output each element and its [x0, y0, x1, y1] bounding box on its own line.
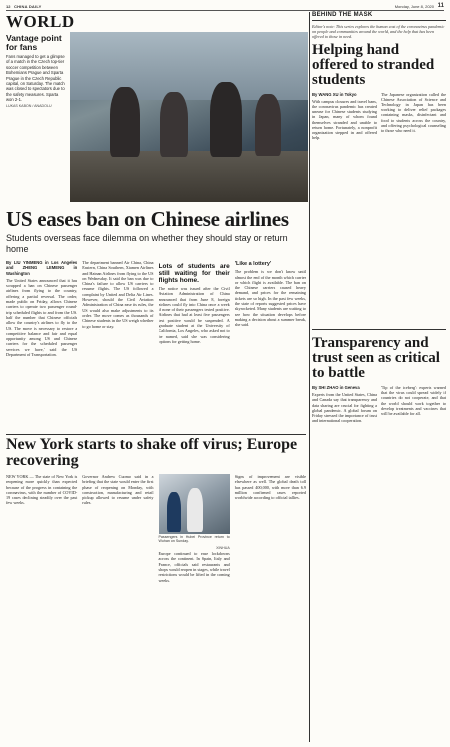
right-article	[312, 92, 446, 141]
mid-right-col-2	[381, 385, 446, 423]
photo-figure	[160, 92, 188, 157]
bottom-col-4: Signs of improvement are visible elsewhere as well. The global death toll has passed 400,000, with more than 6.9 million confirmed cases reported worldwide according to official tallies.	[234, 474, 306, 501]
vantage-text: Fans managed to get a glimpse of a match in the Czech top-tier soccer competition between Bohemians Prague and Sparta Prague in the Czech Republic capital, on Saturday. The match was closed to spectators due to the safety measures. Sparta won 2-1.	[6, 54, 65, 103]
lead-text-1: The United States announced that it has scrapped a ban on Chinese passenger airlines from flying to the country, offering a partial reversal. The order, made public on Friday, allows Chinese carriers to operate two passenger round-trip scheduled flights to and from the US. half the number that Chinese officials allow the country's airlines to fly to the US. The move is necessary to restore a competitive balance and fair and equal opportunity among US and Chinese carriers for the scheduled passenger services we have,' said the US Department of Transportation.	[6, 277, 78, 358]
passengers-photo	[159, 474, 230, 534]
mid-right-byline: By SHI ZHAO in Geneva	[312, 385, 360, 390]
right-text-2: The Japanese organization called the Chinese Association of Science and Technology in Japan has been working to deliver relief packages containing masks, disinfectant and food to students across the country, and offering psychological counseling to those who need it.	[381, 91, 446, 134]
mid-right-col-1	[312, 385, 377, 423]
mid-right-article	[312, 333, 446, 423]
bottom-col-1: NEW YORK — The state of New York is reopening more quickly than expected because of the progress in containing the coronavirus, with the number of COVID-19 cases declining steadily over the past few weeks.	[6, 474, 78, 506]
photo-figure	[167, 492, 181, 532]
photo-figure	[187, 488, 203, 532]
photo-sky	[70, 32, 308, 100]
photo-wall	[70, 151, 308, 202]
bottom-col-2: Governor Andrew Cuomo said in a briefing that the state would enter the first phase of reopening on Monday, with construction, manufacturing and retail pickup allowed to resume under safety rules.	[82, 474, 154, 506]
right-col-2	[381, 92, 446, 141]
stadium-photo	[70, 32, 308, 202]
bottom-text-3: Europe continued to ease lockdowns across the continent. In Spain, Italy and France, officials said restaurants and shops would reopen in stages, while travel restrictions would be lifted in the coming weeks.	[158, 551, 230, 583]
mid-right-cols	[312, 385, 446, 423]
photo-figure	[255, 94, 281, 156]
lead-subhead: 'Like a lottery'	[234, 261, 272, 267]
vertical-divider	[309, 12, 310, 742]
photo-caption: Passengers in Hubei Province return to Wuhan on Sunday.	[158, 535, 230, 544]
vantage-headline: Vantage point for fans	[6, 33, 62, 52]
lead-col-1	[6, 260, 77, 435]
lead-col-3	[159, 260, 230, 435]
mid-right-text-1: Experts from the United States, China and Canada say that transparency and data sharing are crucial for fighting a global pandemic. A global forum on Friday stressed the importance of trust and international cooperation.	[312, 392, 377, 424]
section-title: WORLD	[6, 12, 75, 31]
lead-col-2	[82, 260, 153, 435]
lead-headline: US eases ban on Chinese airlines	[6, 207, 289, 231]
mid-right-text-2: 'Tip of the iceberg': experts warned that the virus could spread widely if countries do not cooperate, and that the world should work together to develop treatments and vaccines that will be available for all.	[381, 385, 446, 417]
pull-quote: Lots of students are still waiting for their flights home.	[158, 263, 230, 284]
bottom-divider	[6, 434, 306, 435]
bottom-col-3	[159, 474, 230, 583]
right-column	[312, 12, 446, 140]
photo-figure	[210, 82, 242, 157]
lead-dek: Students overseas face dilemma on whether they should stay or return home	[6, 233, 288, 254]
bottom-headline: New York starts to shake off virus; Europe recovering	[6, 436, 298, 469]
lead-article	[6, 260, 306, 435]
bottom-article	[6, 474, 306, 583]
issue-date: Monday, June 8, 2020	[394, 4, 434, 9]
series-label: BEHIND THE MASK	[312, 12, 446, 21]
right-col-1	[312, 92, 377, 141]
lead-byline: By LIU YINMENG in Los Angeles and ZHENG LEMENG in Washington	[6, 260, 78, 276]
right-text-1: With campus closures and travel bans, the coronavirus pandemic has created unease for Chinese students studying in Japan, many of whom found themselves stranded and unable to return home. Fortunately, a nonprofit organization stepped in and offered help.	[312, 98, 377, 141]
lead-text-2: The department banned Air China, China Eastern, China Southern, Xiamen Airlines and Hainan Airlines from flying to the US on Wednesday. It said the ban was due to China's failure to allow US carriers to resume flights. The US followed a complaint by United and Delta Air Lines. However, should the Civil Aviation Administration of China ease its rules, the US would also make adjustments to its order. The move comes as thousands of Chinese students in the US weigh whether to go home or stay.	[82, 260, 154, 329]
photo-credit: XINHUA	[216, 545, 230, 550]
paper-name: CHINA DAILY	[14, 4, 42, 9]
lead-col-4	[235, 260, 306, 435]
vantage-credit: LUKAS KABON / ANADOLU	[6, 103, 52, 108]
right-byline: By WANG XU in Tokyo	[312, 91, 357, 97]
page-number-left: 12	[6, 4, 11, 9]
right-headline: Helping hand offered to stranded students	[312, 41, 435, 88]
lead-text-4: The problem is we don't know until almost the end of the month which carrier or which flight is available. The ban on the Chinese carriers caused heavy demand, and prices for the remaining tickets are so high. In the past few weeks, the state of reports suggested prices have skyrocketed. Many students are waiting to see how the situation develops before making a decision about a summer break, she said.	[234, 269, 306, 328]
lead-text-3: The notice was issued after the Civil Aviation Administration of China announced that from June 8, foreign airlines could fly into China once a week if none of their passengers tested positive. Airlines that had at least five passengers test positive would be suspended. A graduate student at the University of California, Los Angeles, who asked not to be named, said she was considering options for getting home.	[158, 286, 230, 344]
mid-right-headline: Transparency and trust seen as critical to battle	[312, 335, 440, 381]
editors-note: Editor's note: This series explores the human cost of the coronavirus pandemic on people and communities around the world, and the help that has been offered to those in need.	[312, 24, 445, 40]
masthead-bar	[6, 3, 444, 11]
photo-figure	[110, 87, 140, 157]
page-number: 11	[437, 3, 444, 9]
vantage-box	[6, 34, 66, 108]
section-divider	[312, 329, 446, 330]
